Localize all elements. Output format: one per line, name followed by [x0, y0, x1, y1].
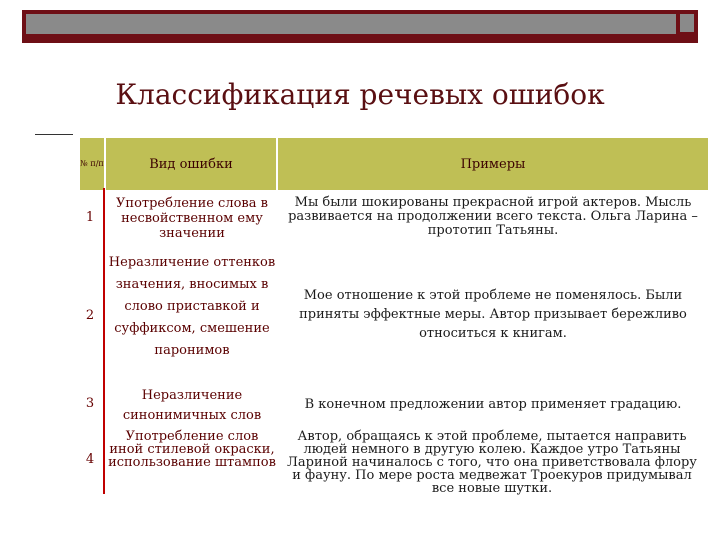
row-4-example: Автор, обращаясь к этой проблеме, пытается направить людей немного в другую колею. Каждое утро Татьяны Лариной начиналось с того, что она приветствовала флору и фауну. По мере роста медвежат Троекуров придумывал все новые шутки. — [287, 429, 697, 496]
row-4-type: Употребление слов иной стилевой окраски, использование штампов — [108, 429, 276, 470]
top-decor-box — [680, 14, 694, 32]
top-decor-bar — [22, 10, 698, 40]
row-4-num: 4 — [85, 452, 95, 467]
row-3-num: 3 — [85, 396, 95, 411]
side-rule — [35, 134, 73, 135]
top-decor-inner — [26, 14, 676, 34]
header-num: № п/п — [80, 159, 104, 168]
row-1-example: Мы были шокированы прекрасной игрой актеров. Мысль развивается на продолжении всего текста. Ольга Ларина – прототип Татьяны. — [288, 195, 698, 238]
top-rule — [22, 40, 698, 43]
row-1-num: 1 — [85, 210, 95, 225]
header-examples: Примеры — [460, 156, 526, 172]
row-3-example: В конечном предложении автор применяет градацию. — [304, 397, 682, 412]
row-1-type: Употребление слова в несвойственном ему значении — [116, 196, 268, 241]
row-2-num: 2 — [85, 308, 95, 323]
row-3-type: Неразличение синонимичных слов — [122, 388, 262, 423]
row-2-type: Неразличение оттенков значения, вносимых в слово приставкой и суффиксом, смешение паронимов — [108, 255, 276, 358]
header-type: Вид ошибки — [149, 156, 233, 172]
column-divider — [103, 188, 105, 494]
row-2-example: Мое отношение к этой проблеме не поменялось. Были приняты эффектные меры. Автор призывает бережливо относиться к книгам. — [299, 288, 687, 341]
slide-title: Классификация речевых ошибок — [115, 78, 605, 111]
